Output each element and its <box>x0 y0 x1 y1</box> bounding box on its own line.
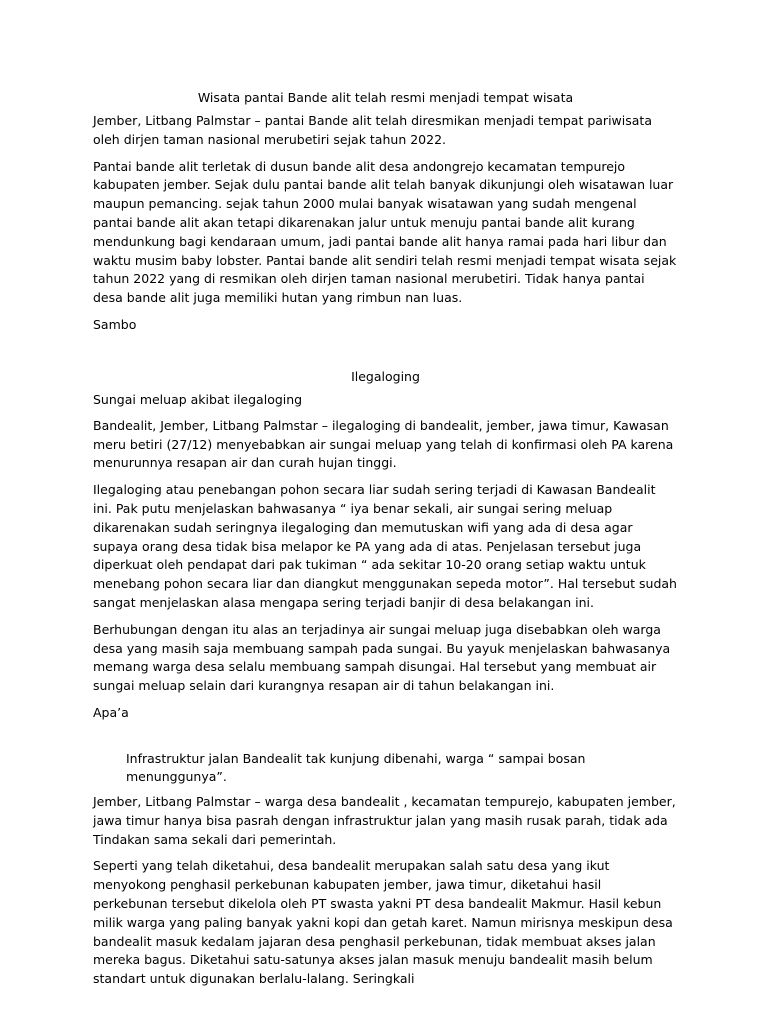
article1-author: Sambo <box>93 316 137 332</box>
article3-title: Infrastruktur jalan Bandealit tak kunjung dibenahi, warga “ sampai bosan menunggunya”. <box>126 750 586 784</box>
spacer <box>93 334 678 368</box>
article1-paragraph-1: Jember, Litbang Palmstar – pantai Bande alit telah diresmikan menjadi tempat pariwisata oleh dirjen taman nasional merubetı̇ri sejak tahun 2022. <box>93 113 652 147</box>
article1-paragraph-2: Pantai bande alit terletak di dusun bande alit desa andongrejo kecamatan tempurejo kabupaten jember. Sejak dulu pantai bande alit telah banyak dikunjungi oleh wisatawan luar maupun pemancing. sejak tahun 2000 mulai banyak wisatawan yang sudah mengenal pantai bande alit akan tetapi dikarenakan jalur untuk menuju pantai bande alit kurang mendunkung bagi kendaraan umum, jadi pantai bande alit hanya ramai pada hari libur dan waktu musim baby lobster. Pantai bande alit sendiri telah resmi menjadi tempat wisata sejak tahun 2022 yang di resmikan oleh dirjen taman nasional merubetı̇ri. Tidak hanya pantai desa bande alit juga memiliki hutan yang rimbun nan luas. <box>93 158 677 306</box>
article2-paragraph-2: Ilegaloging atau penebangan pohon secara liar sudah sering terjadi di Kawasan Bandealit ini. Pak putu menjelaskan bahwasanya “ iya benar sekali, air sungai sering meluap dikarenakan sudah seringnya ilegaloging dan memutuskan wifi yang ada di desa agar supaya orang desa tı̇dak bisa melapor ke PA yang ada di atas. Penjelasan tersebut juga diperkuat oleh pendapat dari pak tukiman “ ada sekitar 10-20 orang setı̇ap waktu untuk menebang pohon secara liar dan diangkut menggunakan sepeda motor”. Hal tersebut sudah sangat menjelaskan alasa mengapa sering terjadi banjir di desa belakangan ini. <box>93 482 677 610</box>
spacer <box>93 722 678 750</box>
article2-title: Ilegaloging <box>351 368 420 384</box>
article2-subtitle: Sungai meluap akibat ilegaloging <box>93 391 303 407</box>
article1-title: Wisata pantai Bande alit telah resmi menjadi tempat wisata <box>197 90 574 105</box>
article2-paragraph-1: Bandealit, Jember, Litbang Palmstar – ilegaloging di bandealit, jember, jawa tı̇mur, Kawasan meru betı̇ri (27/12) menyebabkan air sungai meluap yang telah di konfirmasi oleh PA karena menurunnya resapan air dan curah hujan tı̇nggi. <box>93 417 674 471</box>
article3-paragraph-2: Sepertı̇ yang telah diketahui, desa bandealit merupakan salah satu desa yang ikut menyokong penghasil perkebunan kabupaten jember, jawa tı̇mur, diketahui hasil perkebunan tersebut dikelola oleh PT swasta yakni PT desa bandealit Makmur. Hasil kebun milik warga yang paling banyak yakni kopi dan getah karet. Namun mirisnya meskipun desa bandealit masuk kedalam jajaran desa penghasil perkebunan, tı̇dak membuat akses jalan mereka bagus. Diketahui satu-satunya akses jalan masuk menuju bandealit masih belum standart untuk digunakan berlalu-lalang. Seringkali <box>93 858 673 987</box>
article2-paragraph-3: Berhubungan dengan itu alas an terjadinya air sungai meluap juga disebabkan oleh warga desa yang masih saja membuang sampah pada sungai. Bu yayuk menjelaskan bahwasanya memang warga desa selalu membuang sampah disungai. Hal tersebut yang membuat air sungai meluap selain dari kurangnya resapan air di tahun belakangan ini. <box>93 621 671 694</box>
article3-paragraph-1: Jember, Litbang Palmstar – warga desa bandealit , kecamatan tempurejo, kabupaten jember, jawa tı̇mur hanya bisa pasrah dengan infrastruktur jalan yang masih rusak parah, tı̇dak ada Tindakan sama sekali dari pemerintah. <box>93 793 676 847</box>
article2-author: Apa’a <box>93 704 129 720</box>
